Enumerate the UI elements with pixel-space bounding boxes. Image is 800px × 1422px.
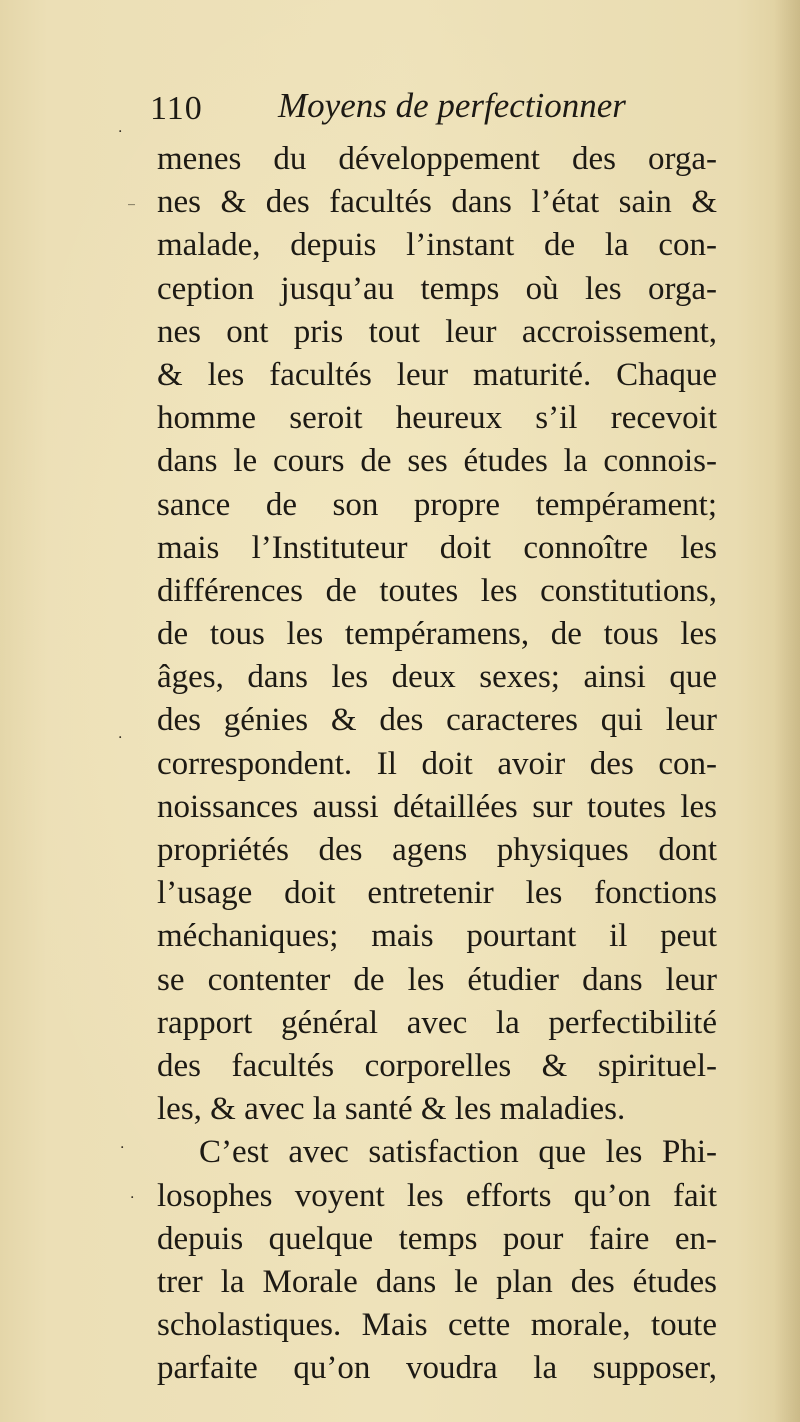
page-edge-shadow xyxy=(774,0,800,1422)
text-line: dans le cours de ses études la connois- xyxy=(157,443,717,480)
text-line: trer la Morale dans le plan des études xyxy=(157,1263,717,1300)
text-line: les, & avec la santé & les maladies. xyxy=(157,1091,626,1128)
text-line: rapport général avec la perfectibilité xyxy=(157,1004,717,1041)
paragraph-start-line: C’est avec satisfaction que les Phi- xyxy=(199,1134,717,1171)
margin-speck: _ xyxy=(128,190,135,206)
text-line: différences de toutes les constitutions, xyxy=(157,572,717,609)
page-number: 110 xyxy=(150,90,203,127)
margin-speck: · xyxy=(130,1190,135,1206)
text-line: méchaniques; mais pourtant il peut xyxy=(157,918,717,955)
text-line: mais l’Instituteur doit connoître les xyxy=(157,529,717,566)
text-line: sance de son propre tempérament; xyxy=(157,486,717,523)
text-line: menes du développement des orga- xyxy=(157,141,717,177)
text-line: des génies & des caracteres qui leur xyxy=(157,702,717,739)
text-line: losophes voyent les efforts qu’on fait xyxy=(157,1177,717,1214)
text-line: malade, depuis l’instant de la con- xyxy=(157,227,717,264)
text-line: depuis quelque temps pour faire en- xyxy=(157,1220,717,1257)
text-line: propriétés des agens physiques dont xyxy=(157,832,717,868)
text-line: parfaite qu’on voudra la supposer, xyxy=(157,1350,717,1387)
margin-speck: · xyxy=(120,1140,125,1156)
text-line: & les facultés leur maturité. Chaque xyxy=(157,356,717,393)
text-line: l’usage doit entretenir les fonctions xyxy=(157,875,717,912)
text-line: de tous les tempéramens, de tous les xyxy=(157,616,717,653)
body-text xyxy=(157,138,717,1390)
running-title: Moyens de perfectionner xyxy=(278,86,626,125)
text-line: scholastiques. Mais cette morale, toute xyxy=(157,1307,717,1344)
text-line: nes ont pris tout leur accroissement, xyxy=(157,313,717,350)
margin-speck: · xyxy=(118,124,123,140)
text-line: correspondent. Il doit avoir des con- xyxy=(157,745,717,782)
text-line: nes & des facultés dans l’état sain & xyxy=(157,184,717,221)
text-line: noissances aussi détaillées sur toutes les xyxy=(157,788,717,825)
text-line: âges, dans les deux sexes; ainsi que xyxy=(157,659,717,696)
text-line: se contenter de les étudier dans leur xyxy=(157,961,717,998)
text-line: homme seroit heureux s’il recevoit xyxy=(157,400,717,437)
text-line: des facultés corporelles & spirituel- xyxy=(157,1047,717,1084)
text-line: ception jusqu’au temps où les orga- xyxy=(157,270,717,307)
margin-speck: · xyxy=(118,730,123,746)
running-head xyxy=(150,86,650,130)
